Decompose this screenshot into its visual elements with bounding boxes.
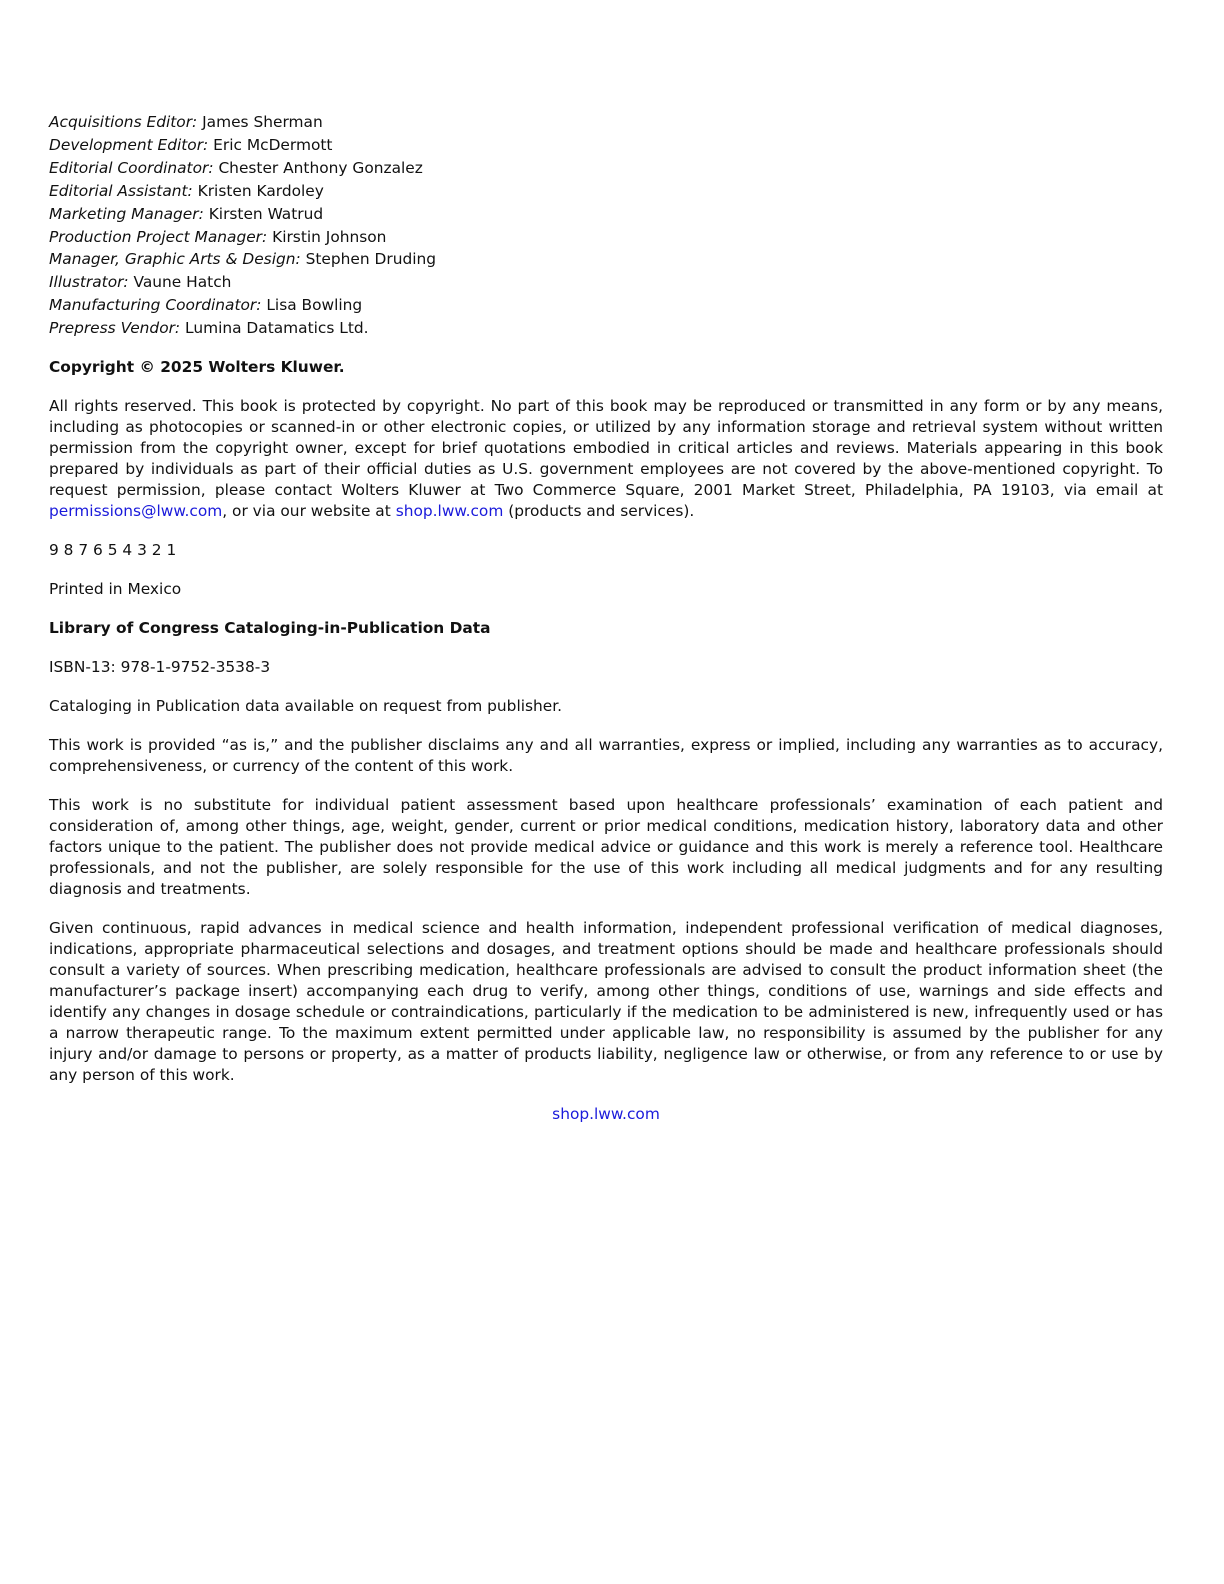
credit-role: Manufacturing Coordinator: <box>49 296 262 315</box>
credit-name: Eric McDermott <box>213 135 333 154</box>
disclaimer-substitute: This work is no substitute for individual patient assessment based upon healthcare professionals’ examination of each patient and consideration of, among other things, age, weight, gender, current or prior medical conditions, medication history, laboratory data and other factors unique to the patient. The publisher does not provide medical advice or guidance and this work is merely a reference tool. Healthcare professionals, and not the publisher, are solely responsible for the use of this work including all medical judgments and for any resulting diagnosis and treatments. <box>49 796 1163 899</box>
rights-end-text: (products and services). <box>508 502 695 521</box>
cip-heading: Library of Congress Cataloging-in-Publication Data <box>49 619 491 638</box>
credit-name: Lumina Datamatics Ltd. <box>185 319 369 338</box>
credit-name: Vaune Hatch <box>133 273 232 292</box>
credit-role: Production Project Manager: <box>49 227 268 246</box>
rights-text: All rights reserved. This book is protected by copyright. No part of this book may be reproduced or transmitted in any form or by any means, including as photocopies or scanned-in or other electronic copies, or utilized by any information storage and retrieval system without written permission from the copyright owner, except for brief quotations embodied in critical articles and reviews. Materials appearing in this book prepared by individuals as part of their official duties as U.S. government employees are not covered by the above-mentioned copyright. To request permission, please contact Wolters Kluwer at Two Commerce Square, 2001 Market Street, Philadelphia, PA 19103, via email at <box>49 397 1163 500</box>
cip-note: Cataloging in Publication data available on request from publisher. <box>49 697 563 716</box>
credit-row <box>49 180 1163 203</box>
credit-name: Kirsten Watrud <box>208 204 324 223</box>
isbn: ISBN-13: 978-1-9752-3538-3 <box>49 658 271 677</box>
credit-role: Editorial Coordinator: <box>49 158 214 177</box>
credit-name: Stephen Druding <box>305 250 437 269</box>
credit-name: Chester Anthony Gonzalez <box>218 158 423 177</box>
rights-paragraph <box>49 396 1163 522</box>
credit-row <box>49 226 1163 249</box>
copyright-page <box>49 111 1163 1125</box>
credit-row <box>49 271 1163 294</box>
credit-name: Kristen Kardoley <box>197 181 324 200</box>
credit-name: Kirstin Johnson <box>272 227 387 246</box>
printing-line: 9 8 7 6 5 4 3 2 1 <box>49 541 177 560</box>
credit-role: Editorial Assistant: <box>49 181 193 200</box>
credit-row <box>49 248 1163 271</box>
footer <box>49 1104 1163 1125</box>
credit-row <box>49 317 1163 340</box>
credit-row <box>49 203 1163 226</box>
credit-row <box>49 157 1163 180</box>
credit-name: Lisa Bowling <box>266 296 363 315</box>
rights-mid-text: , or via our website at <box>222 502 391 521</box>
credit-role: Development Editor: <box>49 135 209 154</box>
copyright-heading: Copyright © 2025 Wolters Kluwer. <box>49 358 345 377</box>
credit-role: Acquisitions Editor: <box>49 113 198 131</box>
permissions-email-link[interactable]: permissions@lww.com <box>49 502 223 521</box>
credit-role: Illustrator: <box>49 273 129 292</box>
printed-in: Printed in Mexico <box>49 580 182 599</box>
footer-website-link[interactable]: shop.lww.com <box>552 1105 660 1124</box>
website-link[interactable]: shop.lww.com <box>395 502 504 521</box>
disclaimer-warranty: This work is provided “as is,” and the publisher disclaims any and all warranties, express or implied, including any warranties as to accuracy, comprehensiveness, or currency of the content of this work. <box>49 736 1163 776</box>
credit-role: Prepress Vendor: <box>49 319 181 338</box>
credit-role: Manager, Graphic Arts & Design: <box>49 250 301 269</box>
disclaimer-verification: Given continuous, rapid advances in medical science and health information, independent professional verification of medical diagnoses, indications, appropriate pharmaceutical selections and dosages, and treatment options should be made and healthcare professionals should consult a variety of sources. When prescribing medication, healthcare professionals are advised to consult the product information sheet (the manufacturer’s package insert) accompanying each drug to verify, among other things, conditions of use, warnings and side effects and identify any changes in dosage schedule or contraindications, particularly if the medication to be administered is new, infrequently used or has a narrow therapeutic range. To the maximum extent permitted under applicable law, no responsibility is assumed by the publisher for any injury and/or damage to persons or property, as a matter of products liability, negligence law or otherwise, or from any reference to or use by any person of this work. <box>49 919 1163 1085</box>
credits-list <box>49 111 1163 340</box>
credit-row <box>49 111 1163 134</box>
credit-name: James Sherman <box>202 113 323 131</box>
credit-role: Marketing Manager: <box>49 204 204 223</box>
credit-row <box>49 294 1163 317</box>
credit-row <box>49 134 1163 157</box>
